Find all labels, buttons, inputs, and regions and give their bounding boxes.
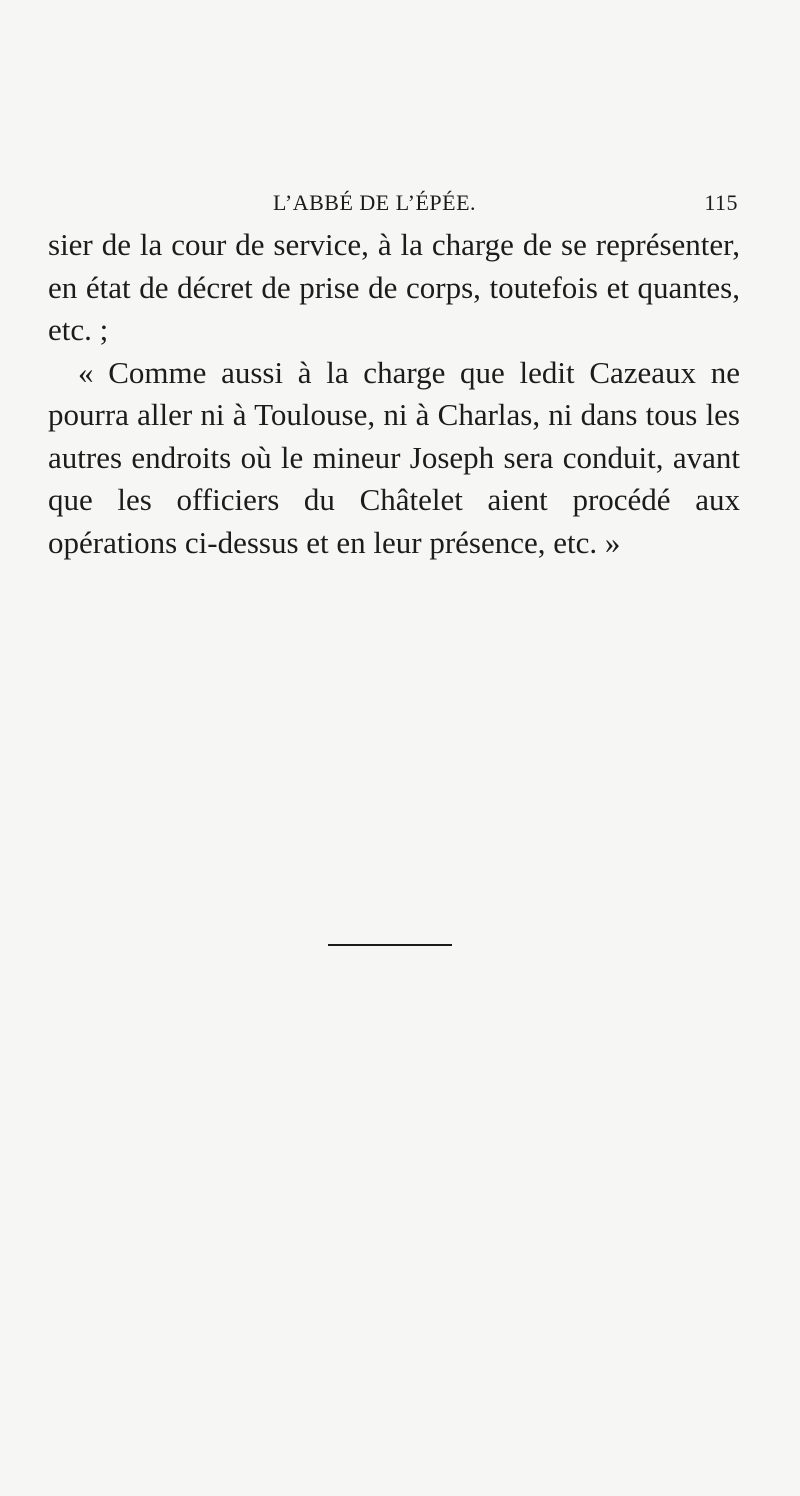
running-title: L’ABBÉ DE L’ÉPÉE. <box>273 190 477 215</box>
page-number: 115 <box>704 190 738 215</box>
running-head <box>48 190 738 220</box>
paragraph: sier de la cour de service, à la charge de se représenter, en état de décret de prise de corps, toutefois et quantes, etc. ; <box>48 227 740 347</box>
paragraph: « Comme aussi à la charge que ledit Cazeaux ne pourra aller ni à Toulouse, ni à Charlas, ni dans tous les autres endroits où le mineur Joseph sera conduit, avant que les officiers du Châtelet aient procédé aux opérations ci-dessus et en leur présence, etc. » <box>48 354 740 560</box>
body-text <box>48 224 740 564</box>
section-rule <box>328 944 452 946</box>
